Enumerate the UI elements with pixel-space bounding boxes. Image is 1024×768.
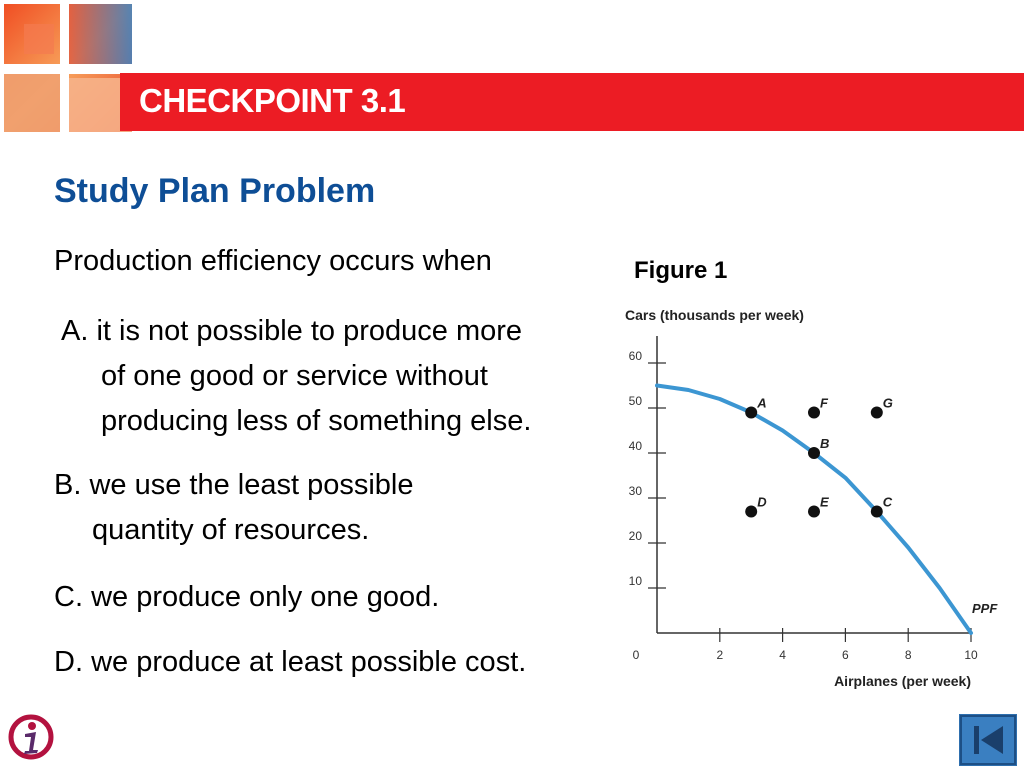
question-text: Production efficiency occurs when (54, 245, 492, 277)
point-d (745, 506, 757, 518)
y-tick-label: 40 (628, 439, 642, 453)
option-a[interactable] (61, 309, 531, 444)
point-label-a: A (757, 395, 767, 411)
x-tick-label: 2 (716, 648, 724, 662)
point-b (808, 447, 820, 459)
point-label-g: G (882, 395, 893, 411)
y-tick-label: 20 (628, 529, 642, 543)
x-tick-label: 10 (964, 648, 978, 662)
option-letter: A. (61, 315, 89, 347)
y-tick-label: 30 (628, 484, 642, 498)
point-e (808, 506, 820, 518)
option-text: we produce at least possible cost. (91, 646, 527, 678)
point-c (871, 506, 883, 518)
y-tick-label: 10 (628, 574, 642, 588)
point-label-e: E (820, 494, 829, 510)
x-tick-label: 8 (904, 648, 912, 662)
x-tick-label: 0 (632, 648, 640, 662)
option-text: we produce only one good. (91, 581, 440, 613)
section-subtitle: Study Plan Problem (54, 172, 376, 210)
option-d[interactable] (54, 640, 526, 685)
checkpoint-logo-icon (4, 4, 132, 132)
x-tick-label: 4 (779, 648, 786, 662)
ppf-label: PPF (972, 601, 998, 616)
info-icon[interactable] (8, 714, 54, 760)
y-tick-label: 50 (628, 394, 642, 408)
point-label-b: B (820, 436, 830, 451)
y-axis-label: Cars (thousands per week) (625, 307, 804, 323)
option-c[interactable] (54, 575, 439, 620)
point-label-f: F (820, 395, 828, 411)
point-f (808, 407, 820, 419)
point-label-d: D (757, 494, 767, 510)
option-letter: B. (54, 469, 82, 501)
point-label-c: C (882, 494, 893, 510)
figure-title: Figure 1 (634, 257, 728, 284)
point-g (871, 407, 883, 419)
option-b[interactable] (54, 463, 414, 553)
option-letter: D. (54, 646, 83, 678)
option-text: it is not possible to produce more (96, 315, 523, 347)
x-axis-label: Airplanes (per week) (834, 673, 971, 689)
option-text: we use the least possible (89, 469, 414, 501)
y-tick-label: 60 (628, 349, 642, 363)
option-letter: C. (54, 581, 83, 613)
first-slide-icon[interactable] (959, 714, 1017, 766)
ppf-chart (612, 298, 1024, 698)
option-text-cont: quantity of resources. (92, 514, 370, 546)
option-text-cont: producing less of something else. (101, 405, 532, 437)
page-title: CHECKPOINT 3.1 (139, 82, 406, 119)
option-text-cont: of one good or service without (101, 360, 488, 392)
point-a (745, 407, 757, 419)
x-tick-label: 6 (842, 648, 849, 662)
